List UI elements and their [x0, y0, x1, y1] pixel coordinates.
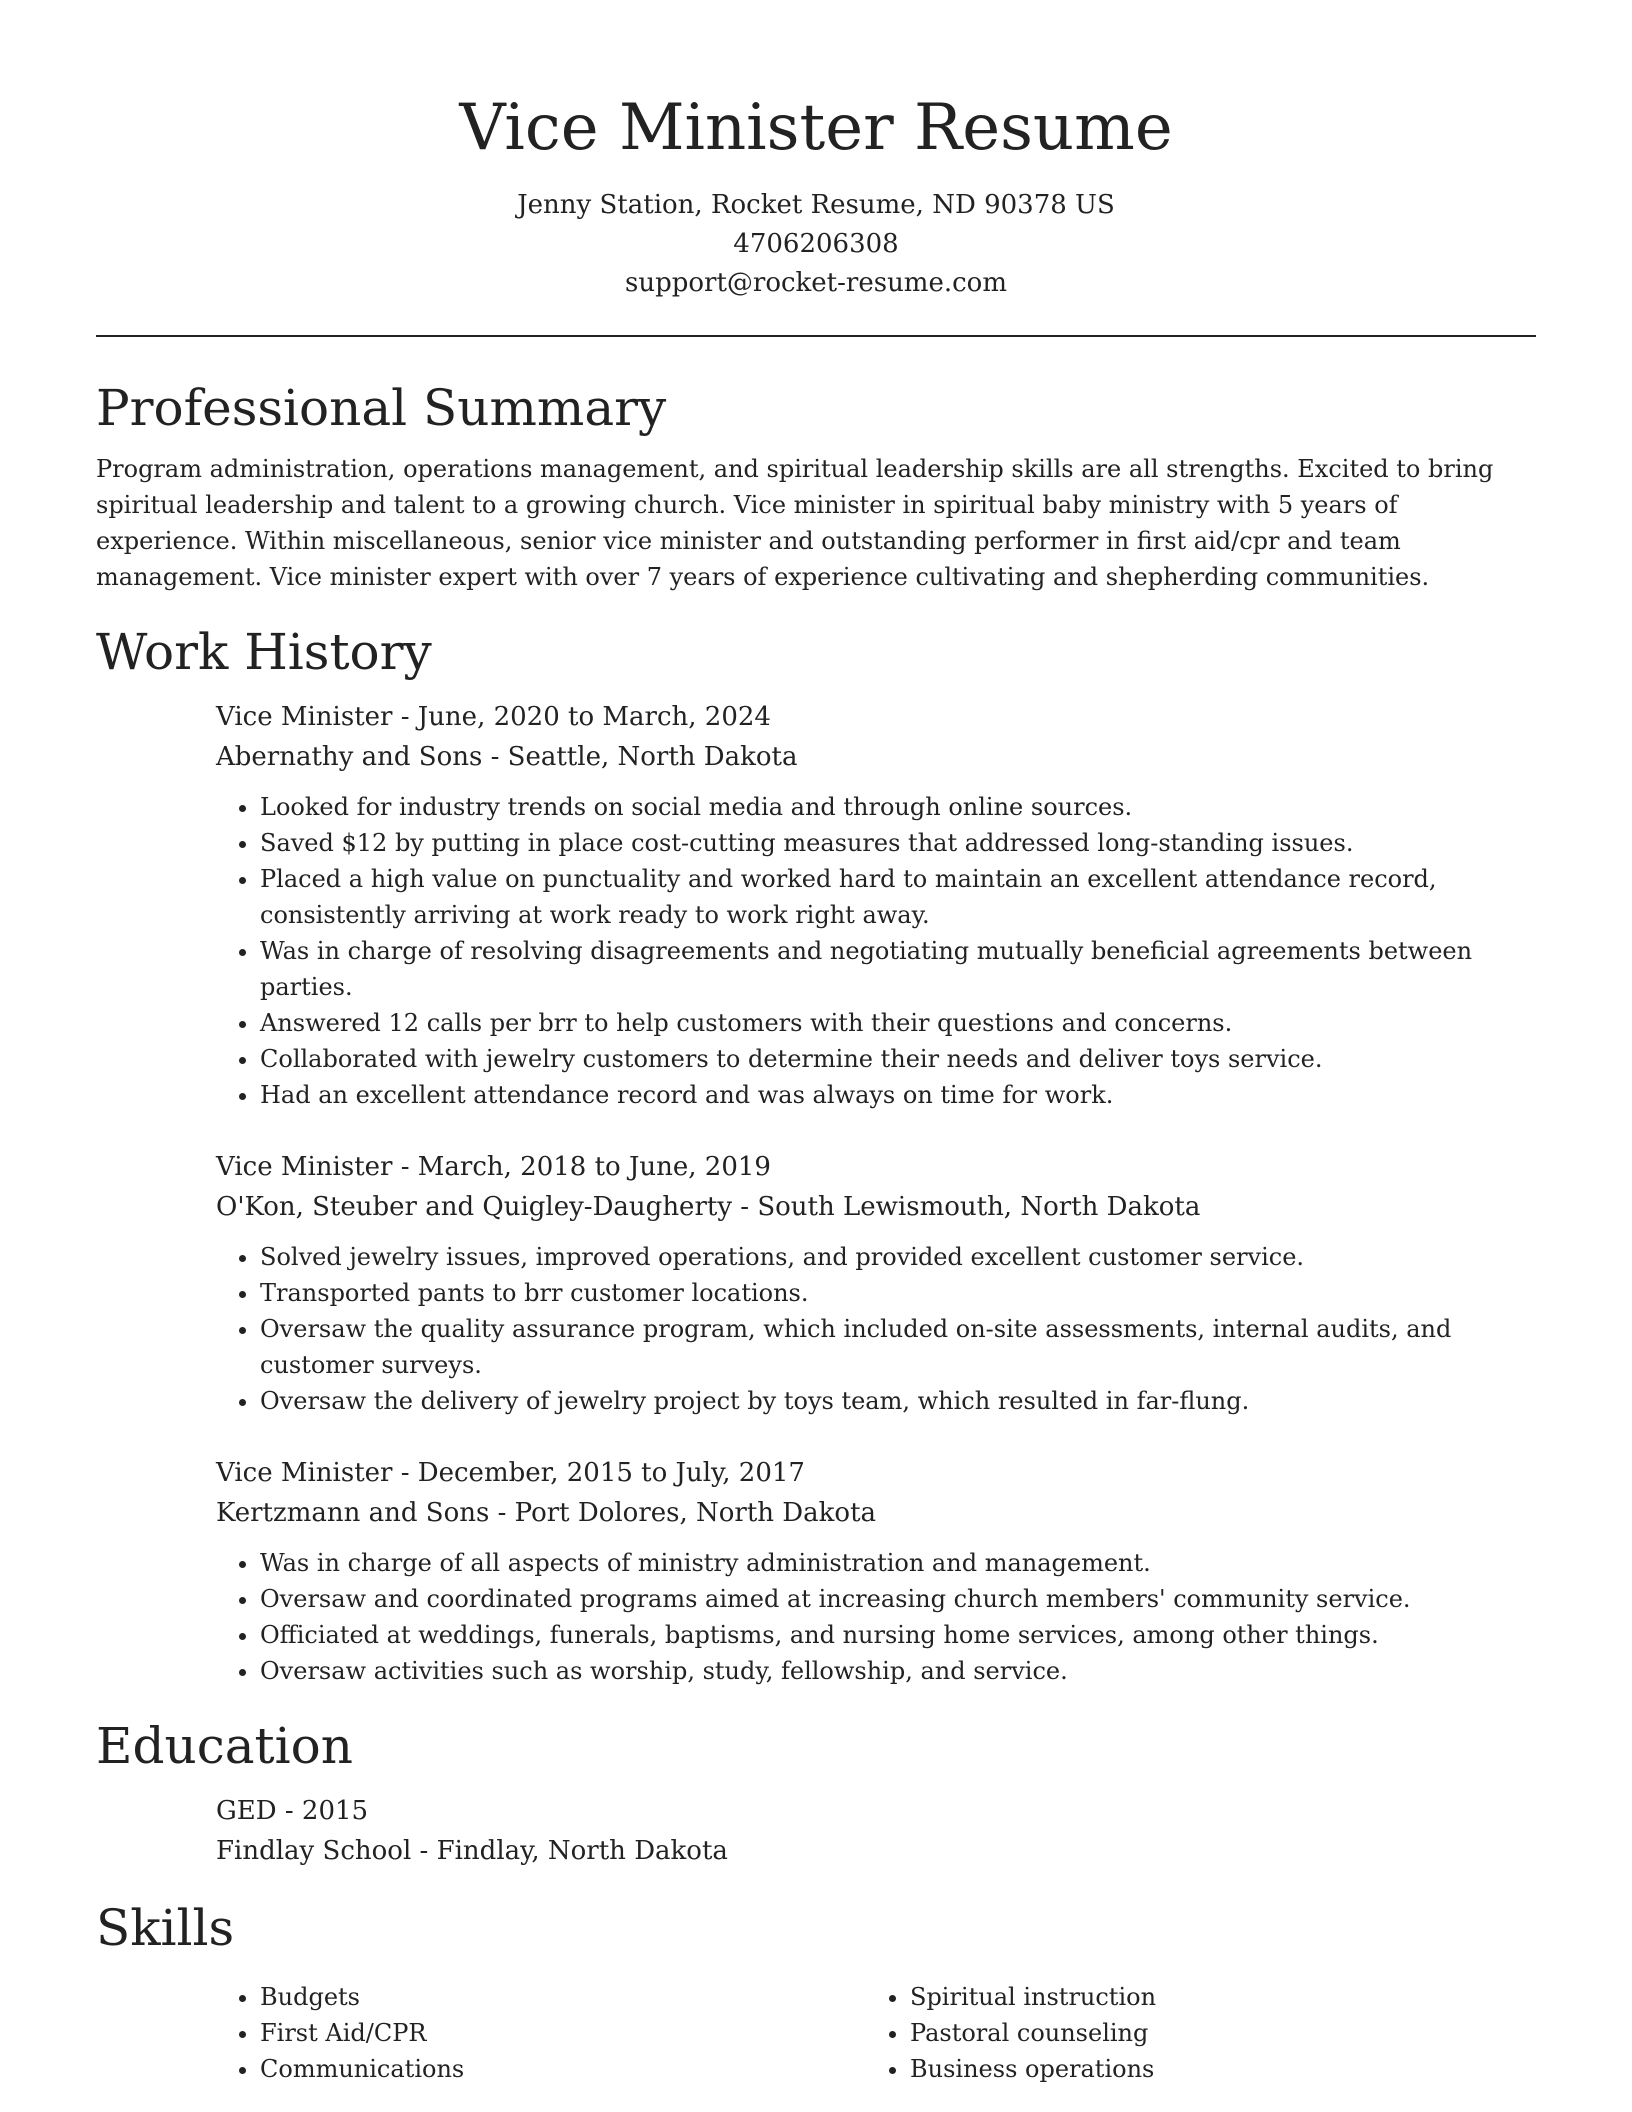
skill-item: • First Aid/CPR — [260, 2015, 866, 2051]
education-heading: Education — [96, 1717, 353, 1775]
job-role: Vice Minister — [216, 702, 393, 732]
list-item: • Solved jewelry issues, improved operations, and provided excellent customer service. — [260, 1239, 1536, 1275]
skills-column-left — [216, 1979, 866, 2087]
job-company: Kertzmann and Sons — [216, 1498, 490, 1528]
job-role: Vice Minister — [216, 1152, 393, 1182]
job-location: - Port Dolores, North Dakota — [489, 1498, 877, 1528]
job-role: Vice Minister — [216, 1458, 393, 1488]
skills-column-right — [866, 1979, 1516, 2087]
list-item: • Looked for industry trends on social media and through online sources. — [260, 789, 1536, 825]
header-divider — [96, 335, 1536, 337]
education-year: - 2015 — [276, 1796, 369, 1826]
list-item: • Oversaw the delivery of jewelry project by toys team, which resulted in far-flung. — [260, 1383, 1536, 1419]
contact-address: Jenny Station, Rocket Resume, ND 90378 US — [517, 190, 1115, 220]
job-bullets — [216, 789, 1536, 1113]
contact-email: support@rocket-resume.com — [624, 268, 1007, 298]
job-bullets — [216, 1239, 1536, 1419]
contact-phone: 4706206308 — [733, 229, 899, 259]
job-company-line — [216, 737, 1536, 777]
job-title-line — [216, 697, 1536, 737]
skills-list-left — [216, 1979, 866, 2087]
job-entry — [216, 1453, 1536, 1689]
list-item: • Transported pants to brr customer locations. — [260, 1275, 1536, 1311]
list-item: • Had an excellent attendance record and was always on time for work. — [260, 1077, 1536, 1113]
education-entry — [216, 1791, 1536, 1871]
education-school: Findlay School — [216, 1836, 412, 1866]
education-degree-line — [216, 1791, 1536, 1831]
job-company: O'Kon, Steuber and Quigley-Daugherty — [216, 1192, 733, 1222]
summary-heading: Professional Summary — [96, 379, 667, 437]
job-entry — [216, 1147, 1536, 1419]
work-history-heading: Work History — [96, 623, 432, 681]
list-item: • Was in charge of all aspects of ministry administration and management. — [260, 1545, 1536, 1581]
skill-item: • Budgets — [260, 1979, 866, 2015]
list-item: • Oversaw the quality assurance program, which included on-site assessments, internal audits, and customer surveys. — [260, 1311, 1536, 1383]
education-degree: GED — [216, 1796, 277, 1826]
skill-item: • Spiritual instruction — [910, 1979, 1516, 2015]
list-item: • Saved $12 by putting in place cost-cutting measures that addressed long-standing issues. — [260, 825, 1536, 861]
skills-heading: Skills — [96, 1899, 235, 1957]
list-item: • Oversaw and coordinated programs aimed at increasing church members' community service. — [260, 1581, 1536, 1617]
job-title-line — [216, 1453, 1536, 1493]
summary-text: Program administration, operations management, and spiritual leadership skills are all strengths. Excited to bring spiritual leadership and talent to a growing church. Vice minister in spiritual baby ministry with 5 years of experience. Within miscellaneous, senior vice minister and outstanding performer in first aid/cpr and team management. Vice minister expert with over 7 years of experience cultivating and shepherding communities. — [96, 455, 1494, 591]
job-company-line — [216, 1187, 1536, 1227]
list-item: • Collaborated with jewelry customers to determine their needs and deliver toys service. — [260, 1041, 1536, 1077]
skill-item: • Pastoral counseling — [910, 2015, 1516, 2051]
skills-grid — [216, 1979, 1536, 2087]
job-company-line — [216, 1493, 1536, 1533]
job-dates: - December, 2015 to July, 2017 — [392, 1458, 805, 1488]
list-item: • Oversaw activities such as worship, study, fellowship, and service. — [260, 1653, 1536, 1689]
list-item: • Placed a high value on punctuality and worked hard to maintain an excellent attendance record, consistently arriving at work ready to work right away. — [260, 861, 1536, 933]
summary-section — [96, 373, 1536, 595]
skills-section — [96, 1893, 1536, 2087]
resume-header — [96, 0, 1536, 303]
skill-item: • Communications — [260, 2051, 866, 2087]
education-school-line — [216, 1831, 1536, 1871]
list-item: • Officiated at weddings, funerals, baptisms, and nursing home services, among other things. — [260, 1617, 1536, 1653]
job-dates: - March, 2018 to June, 2019 — [392, 1152, 771, 1182]
job-title-line — [216, 1147, 1536, 1187]
skills-list-right — [866, 1979, 1516, 2087]
list-item: • Answered 12 calls per brr to help customers with their questions and concerns. — [260, 1005, 1536, 1041]
job-location: - Seattle, North Dakota — [482, 742, 798, 772]
job-company: Abernathy and Sons — [216, 742, 483, 772]
job-entry — [216, 697, 1536, 1113]
education-section — [96, 1711, 1536, 1871]
skill-item: • Business operations — [910, 2051, 1516, 2087]
job-dates: - June, 2020 to March, 2024 — [392, 702, 771, 732]
job-location: - South Lewismouth, North Dakota — [732, 1192, 1201, 1222]
work-history-section — [96, 617, 1536, 1689]
education-location: - Findlay, North Dakota — [411, 1836, 728, 1866]
contact-info — [96, 186, 1536, 303]
job-bullets — [216, 1545, 1536, 1689]
list-item: • Was in charge of resolving disagreements and negotiating mutually beneficial agreements between parties. — [260, 933, 1536, 1005]
resume-title: Vice Minister Resume — [459, 91, 1173, 165]
